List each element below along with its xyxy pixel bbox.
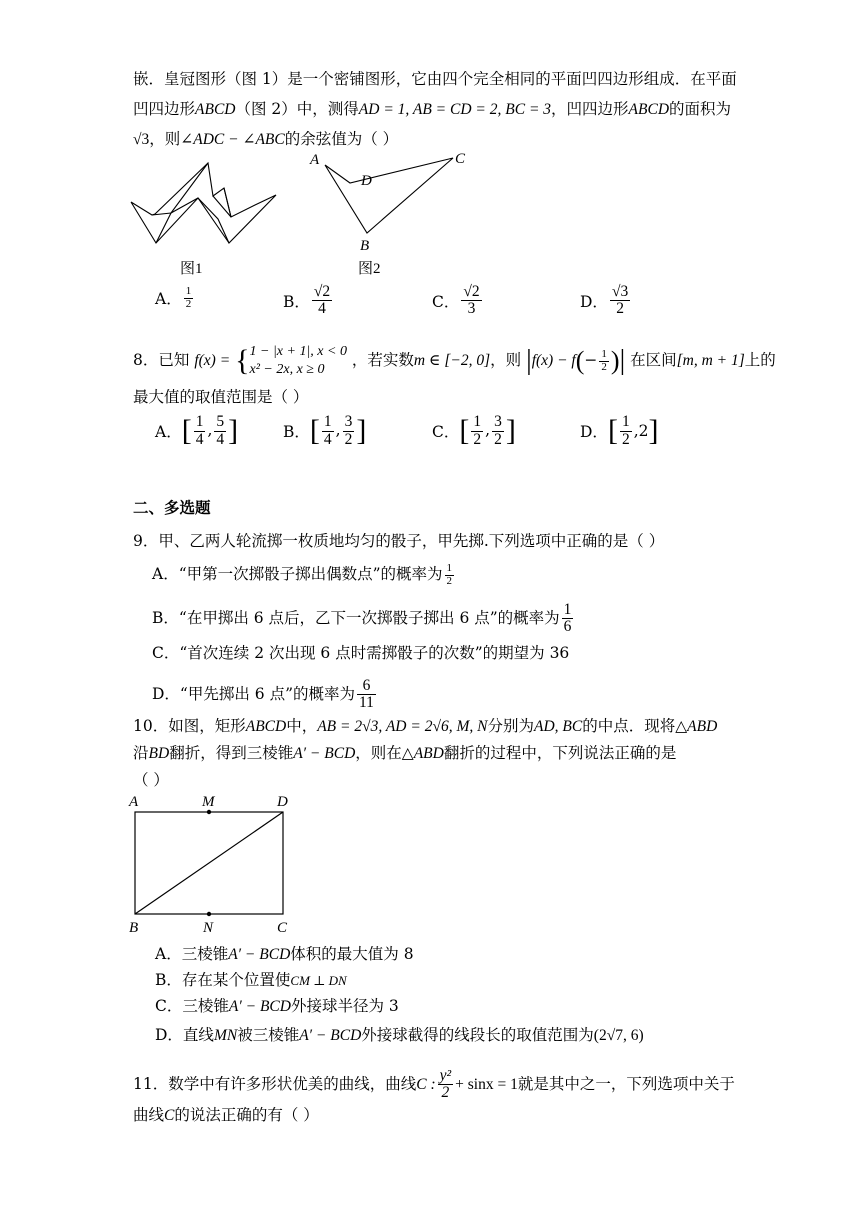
- q8-option-b[interactable]: B．[ $\frac{1}{4}$ , $\frac{3}{2}$ ]: [283, 413, 367, 448]
- section-title: 二、多选题: [133, 499, 211, 517]
- q10-line-2: 沿BD翻折，得到三棱锥A′ − BCD，则在△ABD翻折的过程中，下列说法正确的是: [133, 744, 677, 762]
- fig1-label: 图1: [180, 261, 203, 277]
- q9-option-c[interactable]: C．“首次连续 2 次出现 6 点时需掷骰子的次数”的期望为 36: [152, 644, 570, 662]
- point-c-label: C: [455, 151, 466, 167]
- label-b: B: [129, 920, 139, 936]
- q9-stem: 9．甲、乙两人轮流掷一枚质地均匀的骰子，甲先掷.下列选项中正确的是（ ）: [133, 532, 665, 550]
- q9-option-a[interactable]: A．“甲第一次掷骰子掷出偶数点”的概率为 $\frac{1}{2}$: [152, 562, 453, 587]
- q7-option-b[interactable]: B． $\frac{√2}{4}$: [283, 283, 331, 318]
- label-c: C: [277, 920, 288, 936]
- q10-line-3: （ ）: [133, 771, 169, 789]
- q10-option-a[interactable]: A．三棱锥A′ − BCD体积的最大值为 8: [155, 945, 414, 963]
- q10-option-c[interactable]: C．三棱锥A′ − BCD外接球半径为 3: [155, 997, 399, 1015]
- fig2-label: 图2: [358, 261, 381, 277]
- q11-line-1: 11．数学中有许多形状优美的曲线，曲线C : $\frac{\text{y²}}{2}$ + sinx = 1就是其中之一，下列选项中关于: [133, 1067, 735, 1102]
- q10-option-b[interactable]: B．存在某个位置使CM ⊥ DN: [155, 971, 347, 989]
- q7-line-3: √3，则∠ADC − ∠ABC的余弦值为（ ）: [133, 130, 399, 148]
- q8-option-a[interactable]: A．[ $\frac{1}{4}$ , $\frac{5}{4}$ ]: [155, 413, 239, 448]
- q10-option-d[interactable]: D．直线MN被三棱锥A′ − BCD外接球截得的线段长的取值范围为(2√7, 6): [155, 1026, 644, 1044]
- point-b-label: B: [360, 238, 370, 254]
- label-n: N: [203, 920, 214, 936]
- point-d-label: D: [361, 173, 372, 189]
- q10-line-1: 10．如图，矩形ABCD中，AB = 2√3, AD = 2√6, M, N分别为AD, BC的中点．现将△ABD: [133, 717, 718, 735]
- label-d: D: [277, 794, 288, 810]
- q11-line-2: 曲线C的说法正确的有（ ）: [133, 1106, 319, 1124]
- q9-option-b[interactable]: B．“在甲掷出 6 点后，乙下一次掷骰子掷出 6 点”的概率为 $\frac{1}{6}$: [152, 601, 572, 636]
- q7-option-d[interactable]: D． $\frac{√3}{2}$: [580, 283, 629, 318]
- q9-option-d[interactable]: D．“甲先掷出 6 点”的概率为 $\frac{6}{11}$: [152, 677, 374, 712]
- label-a: A: [129, 794, 139, 810]
- point-m: [207, 810, 211, 814]
- q7-text: 嵌．皇冠图形（图 1）是一个密铺图形，它由四个完全相同的平面凹四边形组成．在平面: [133, 70, 737, 88]
- label-m: M: [202, 794, 215, 810]
- point-n: [207, 912, 211, 916]
- q7-option-c[interactable]: C． $\frac{√2}{3}$: [432, 283, 480, 318]
- point-a-label: A: [310, 152, 320, 168]
- q8-line-2: 最大值的取值范围是（ ）: [133, 388, 309, 406]
- q8-option-d[interactable]: D．[ $\frac{1}{2}$ ,2]: [580, 413, 659, 448]
- q7-line-1: [133, 68, 737, 90]
- q7-option-a[interactable]: A． $\frac{1}{2}$: [155, 285, 192, 310]
- q8-line-1: 8．已知 f(x) = { 1 − |x + 1|, x < 0 x² − 2x, x ≥ 0 ，若实数m ∈ [−2, 0]，则 |f(x) − f(− $\frac{1}{2}$ )| 在区间[m, m + 1]上的: [133, 344, 776, 377]
- q8-option-c[interactable]: C．[ $\frac{1}{2}$ , $\frac{3}{2}$ ]: [432, 413, 516, 448]
- q7-line-2: 凹四边形ABCD（图 2）中，测得AD = 1, AB = CD = 2, BC = 3，凹四边形ABCD的面积为: [133, 100, 732, 118]
- rectangle-figure: [120, 792, 310, 940]
- crown-figure: [128, 155, 283, 250]
- quadrilateral-figure: [305, 148, 475, 256]
